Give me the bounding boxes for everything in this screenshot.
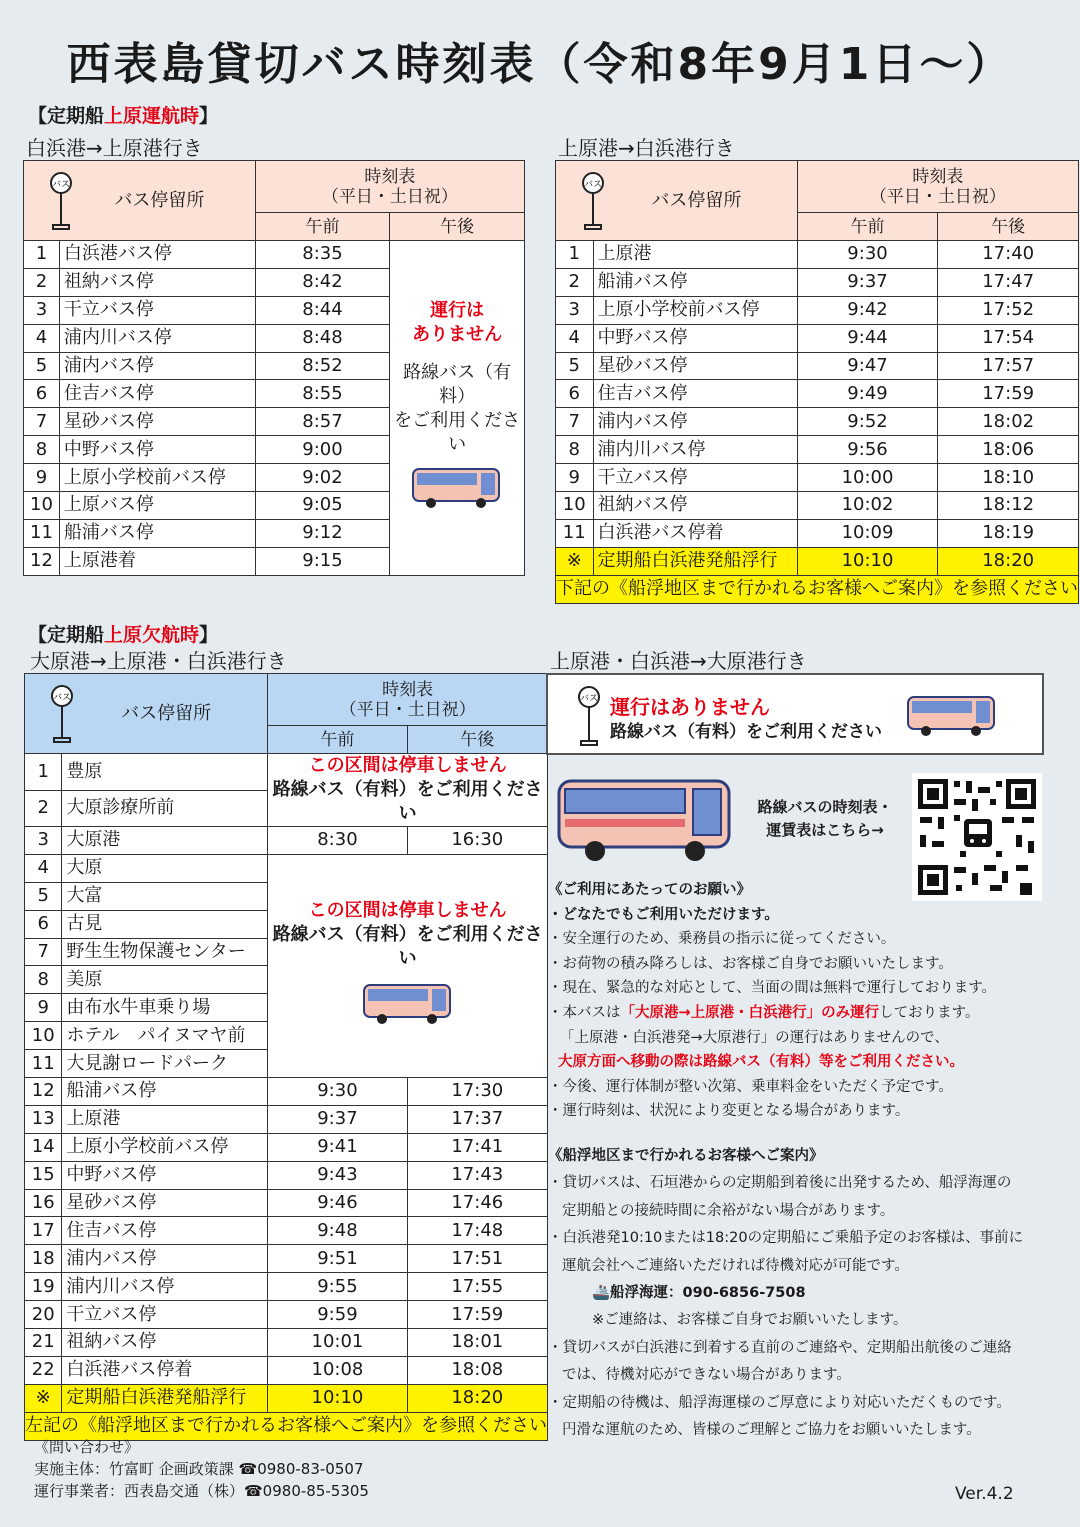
stop-name: 星砂バス停 <box>593 352 797 380</box>
timetable-header <box>797 161 1078 213</box>
am-time: 9:02 <box>255 464 389 492</box>
row-number: 9 <box>24 464 60 492</box>
notice-line: ・お荷物の積み降ろしは、お客様ご自身でお願いいたします。 <box>548 955 953 972</box>
qr-text-1: 路線バスの時刻表・ <box>757 798 893 816</box>
pm-time: 17:30 <box>407 1078 547 1106</box>
table-row <box>25 754 548 791</box>
pm-time: 17:54 <box>938 324 1079 352</box>
pm-time: 17:57 <box>938 352 1079 380</box>
note-row <box>556 575 1079 603</box>
timetable-label: 時刻表 <box>912 166 964 187</box>
row-number: 22 <box>25 1356 62 1384</box>
pm-time: 17:55 <box>407 1273 547 1301</box>
contact-line: 実施主体：竹富町 企画政策課 ☎0980-83-0507 <box>34 1460 364 1478</box>
row-number: 13 <box>25 1105 62 1133</box>
row-number: 1 <box>24 241 60 269</box>
table-row <box>25 1133 548 1161</box>
stop-name: ホテル パイヌマヤ前 <box>62 1022 268 1050</box>
days-label: （平日・土日祝） <box>869 186 1006 207</box>
stop-name: 上原バス停 <box>59 492 255 520</box>
stop-name: 船浦バス停 <box>62 1078 268 1106</box>
contact-info <box>34 1436 369 1502</box>
funauki-phone: 🚢船浮海運：090-6856-7508 <box>592 1285 806 1302</box>
pm-time: 18:01 <box>407 1329 547 1357</box>
table-row <box>25 1273 548 1301</box>
section-suffix: 】 <box>199 105 219 127</box>
stop-name: 古見 <box>62 910 268 938</box>
table-row <box>556 268 1079 296</box>
am-time: 9:46 <box>268 1189 407 1217</box>
section-prefix: 【定期船 <box>28 105 105 127</box>
no-service-text: 運行はありません <box>610 695 770 719</box>
row-number: 5 <box>24 352 60 380</box>
stop-name: 大原港 <box>62 827 268 855</box>
am-time: 9:05 <box>255 492 389 520</box>
bus-icon <box>411 493 503 514</box>
stop-header <box>556 161 798 241</box>
svg-text:バス: バス <box>52 693 72 703</box>
row-number: 2 <box>556 268 594 296</box>
am-time: 10:09 <box>797 519 938 547</box>
row-number: 1 <box>556 241 594 269</box>
row-number: 1 <box>25 754 62 791</box>
stop-name: 浦内川バス停 <box>62 1273 268 1301</box>
row-number: 10 <box>556 492 594 520</box>
pm-time: 17:37 <box>407 1105 547 1133</box>
stop-name: 祖納バス停 <box>59 268 255 296</box>
row-number: 4 <box>556 324 594 352</box>
route-bus-link-text <box>750 796 900 842</box>
row-number: 5 <box>556 352 594 380</box>
row-number: 18 <box>25 1245 62 1273</box>
am-time: 9:30 <box>268 1078 407 1106</box>
am-time: 8:57 <box>255 408 389 436</box>
table-row <box>25 1217 548 1245</box>
funauki-line: ・定期船の待機は、船浮海運様のご厚意により対応いただくものです。 <box>548 1394 1011 1411</box>
am-time: 10:08 <box>268 1356 407 1384</box>
pm-time: 18:02 <box>938 408 1079 436</box>
pm-time: 17:48 <box>407 1217 547 1245</box>
table-row <box>556 296 1079 324</box>
pm-time: 17:43 <box>407 1161 547 1189</box>
row-number: 5 <box>25 882 62 910</box>
funauki-line: ※ご連絡は、お客様ご自身でお願いいたします。 <box>592 1312 908 1329</box>
table-row <box>556 408 1079 436</box>
stop-name: 上原小学校前バス停 <box>59 464 255 492</box>
stop-name: 船浦バス停 <box>59 519 255 547</box>
row-number: 8 <box>556 436 594 464</box>
notice-heading: 《ご利用にあたってのお願い》 <box>548 882 751 898</box>
stop-name: 干立バス停 <box>593 464 797 492</box>
am-time: 10:02 <box>797 492 938 520</box>
table1-subtitle: 白浜港→上原港行き <box>26 136 203 160</box>
row-number: 11 <box>24 519 60 547</box>
bus-stop-icon <box>576 685 602 751</box>
funauki-line: ・貸切バスは、石垣港からの定期船到着後に出発するため、船浮海運の <box>548 1175 1012 1192</box>
table-row <box>556 464 1079 492</box>
stop-name: 野生生物保護センター <box>62 938 268 966</box>
am-time: 8:30 <box>268 827 407 855</box>
notice-line: ・今後、運行体制が整い次第、乗車料金をいただく予定です。 <box>548 1078 953 1095</box>
am-time: 9:41 <box>268 1133 407 1161</box>
notice-part: しております。 <box>879 1004 980 1021</box>
bus-stop-icon <box>580 171 606 236</box>
am-time: 9:37 <box>268 1105 407 1133</box>
timetable-label: 時刻表 <box>364 166 416 187</box>
row-number: 10 <box>25 1022 62 1050</box>
stop-name: 浦内川バス停 <box>59 324 255 352</box>
stop-name: 豊原 <box>62 754 268 791</box>
table-row <box>556 352 1079 380</box>
stop-name: 住吉バス停 <box>593 380 797 408</box>
stop-name: 上原小学校前バス停 <box>593 296 797 324</box>
funauki-notice <box>548 1143 1074 1444</box>
row-number: 12 <box>25 1078 62 1106</box>
stop-name: 祖納バス停 <box>62 1329 268 1357</box>
version-label: Ver.4.2 <box>955 1484 1014 1504</box>
no-stop-cell <box>268 754 548 827</box>
row-number: 12 <box>24 547 60 575</box>
pm-time: 17:51 <box>407 1245 547 1273</box>
pm-time: 17:46 <box>407 1189 547 1217</box>
am-time: 9:48 <box>268 1217 407 1245</box>
stop-name: 上原小学校前バス停 <box>62 1133 268 1161</box>
am-time: 9:55 <box>268 1273 407 1301</box>
days-label: （平日・土日祝） <box>321 186 458 207</box>
ship-row <box>25 1384 548 1412</box>
route-bus-text: 路線バス（有料）をご利用ください <box>610 722 882 742</box>
notice-part: ・本バスは <box>548 1004 621 1021</box>
page-title: 西表島貸切バス時刻表（令和8年9月1日～） <box>66 39 1014 90</box>
row-number: 2 <box>24 268 60 296</box>
row-number: 17 <box>25 1217 62 1245</box>
row-number: 9 <box>25 994 62 1022</box>
section-red: 上原運航時 <box>104 105 200 127</box>
funauki-line: 運航会社へご連絡いただければ待機対応が可能です。 <box>562 1257 909 1274</box>
am-time: 9:30 <box>797 241 938 269</box>
funauki-line: ・貸切バスが白浜港に到着する直前のご連絡や、定期船出航後のご連絡 <box>548 1339 1012 1356</box>
note-text: 左記の《船浮地区まで行かれるお客様へご案内》を参照ください <box>25 1412 548 1440</box>
funauki-line: ・白浜港発10:10または18:20の定期船にご乗船予定のお客様は、事前に <box>548 1230 1024 1247</box>
table-row <box>25 1329 548 1357</box>
row-number: 6 <box>25 910 62 938</box>
bus-stop-icon <box>49 684 75 749</box>
route-bus-text: をご利用ください <box>394 410 521 456</box>
stop-name: 大富 <box>62 882 268 910</box>
pm-time: 18:20 <box>407 1384 547 1412</box>
stop-name: 船浦バス停 <box>593 268 797 296</box>
stop-name: 星砂バス停 <box>59 408 255 436</box>
table-row <box>25 1301 548 1329</box>
table-row <box>25 1356 548 1384</box>
table-row <box>556 519 1079 547</box>
stop-header <box>25 674 268 754</box>
table3-subtitle: 大原港→上原港・白浜港行き <box>30 649 287 673</box>
stop-name: 浦内バス停 <box>593 408 797 436</box>
timetable-header <box>255 161 524 213</box>
notice-line: ・運行時刻は、状況により変更となる場合があります。 <box>548 1103 910 1120</box>
am-time: 10:10 <box>268 1384 407 1412</box>
am-time: 8:42 <box>255 268 389 296</box>
notice-line: ・現在、緊急的な対応として、当面の間は無料で運行しております。 <box>548 980 997 997</box>
am-time: 9:47 <box>797 352 938 380</box>
row-number: 8 <box>25 966 62 994</box>
stop-name: 定期船白浜港発船浮行 <box>62 1384 268 1412</box>
table-row <box>25 1078 548 1106</box>
stop-name: 上原港着 <box>59 547 255 575</box>
am-header: 午前 <box>797 213 938 241</box>
row-number: 3 <box>556 296 594 324</box>
table-row <box>25 1161 548 1189</box>
bus-illustration-icon <box>555 775 735 869</box>
am-time: 10:10 <box>797 547 938 575</box>
table-row <box>24 241 525 269</box>
days-label: （平日・土日祝） <box>339 699 476 720</box>
pm-time: 17:40 <box>938 241 1079 269</box>
stop-name: 中野バス停 <box>59 436 255 464</box>
table-row <box>25 854 548 882</box>
section-heading-uehara-operating <box>28 101 218 128</box>
bus-icon <box>362 1009 454 1030</box>
route-bus-text: 路線バス（有料）をご利用ください <box>272 779 543 824</box>
notice-line: 「上原港・白浜港発→大原港行」の運行はありませんので、 <box>560 1029 949 1046</box>
table-row <box>556 492 1079 520</box>
pm-time: 18:08 <box>407 1356 547 1384</box>
row-number: 10 <box>24 492 60 520</box>
row-number: 20 <box>25 1301 62 1329</box>
row-number: 2 <box>25 790 62 827</box>
am-time: 8:44 <box>255 296 389 324</box>
table-row <box>25 1189 548 1217</box>
timetable-oohara-to-uehara-shiramizu <box>24 673 548 1441</box>
pm-time: 17:41 <box>407 1133 547 1161</box>
stop-name: 定期船白浜港発船浮行 <box>593 547 797 575</box>
am-time: 8:48 <box>255 324 389 352</box>
row-number: ※ <box>25 1384 62 1412</box>
am-time: 8:55 <box>255 380 389 408</box>
route-bus-text: 路線バス（有料） <box>403 362 512 408</box>
contact-line: 運行事業者：西表島交通（株）☎0980-85-5305 <box>34 1482 369 1500</box>
pm-time: 18:12 <box>938 492 1079 520</box>
no-service-text: ありません <box>412 324 503 346</box>
stop-name: 白浜港バス停 <box>59 241 255 269</box>
stop-name: 中野バス停 <box>593 324 797 352</box>
pm-time: 17:59 <box>407 1301 547 1329</box>
stop-name: 浦内バス停 <box>59 352 255 380</box>
am-time: 9:42 <box>797 296 938 324</box>
row-number: 3 <box>24 296 60 324</box>
no-service-text: 運行は <box>430 300 485 322</box>
funauki-line: 定期船との接続時間に余裕がない場合があります。 <box>562 1202 895 1219</box>
no-service-box <box>546 673 1044 755</box>
stop-name: 浦内バス停 <box>62 1245 268 1273</box>
row-number: 9 <box>556 464 594 492</box>
row-number: 21 <box>25 1329 62 1357</box>
am-header: 午前 <box>255 213 389 241</box>
pm-time: 16:30 <box>407 827 547 855</box>
row-number: 6 <box>556 380 594 408</box>
stop-header-label: バス停留所 <box>121 702 212 724</box>
stop-header <box>24 161 256 241</box>
funauki-heading: 《船浮地区まで行かれるお客様へご案内》 <box>548 1148 824 1164</box>
notice-line: ・安全運行のため、乗務員の指示に従ってください。 <box>548 931 896 948</box>
stop-name: 星砂バス停 <box>62 1189 268 1217</box>
table-row <box>25 827 548 855</box>
no-stop-text: この区間は停車しません <box>308 900 507 922</box>
row-number: 19 <box>25 1273 62 1301</box>
timetable-label: 時刻表 <box>382 679 434 700</box>
section-red: 上原欠航時 <box>104 624 200 646</box>
notice-line-red: 大原方面へ移動の際は路線バス（有料）等をご利用ください。 <box>558 1054 964 1071</box>
contact-heading: 《問い合わせ》 <box>34 1438 140 1456</box>
row-number: 4 <box>24 324 60 352</box>
row-number: 14 <box>25 1133 62 1161</box>
funauki-line: では、待機対応ができない場合があります。 <box>562 1367 851 1384</box>
no-service-cell <box>390 241 525 576</box>
row-number: 7 <box>25 938 62 966</box>
svg-text:バス: バス <box>579 694 599 704</box>
pm-time: 18:19 <box>938 519 1079 547</box>
row-number: 4 <box>25 854 62 882</box>
stop-name: 干立バス停 <box>62 1301 268 1329</box>
stop-name: 白浜港バス停着 <box>62 1356 268 1384</box>
stop-name: 美原 <box>62 966 268 994</box>
row-number: ※ <box>556 547 594 575</box>
stop-name: 祖納バス停 <box>593 492 797 520</box>
stop-name: 干立バス停 <box>59 296 255 324</box>
stop-name: 大原 <box>62 854 268 882</box>
ship-row <box>556 547 1079 575</box>
am-time: 9:44 <box>797 324 938 352</box>
row-number: 7 <box>24 408 60 436</box>
stop-name: 浦内川バス停 <box>593 436 797 464</box>
row-number: 16 <box>25 1189 62 1217</box>
usage-notice <box>548 878 1068 1124</box>
route-bus-text: 路線バス（有料）をご利用ください <box>272 924 543 970</box>
bus-icon <box>906 693 998 741</box>
am-time: 9:52 <box>797 408 938 436</box>
pm-header: 午後 <box>407 726 547 754</box>
stop-name: 由布水牛車乗り場 <box>62 994 268 1022</box>
timetable-shiramizu-to-uehara <box>23 160 525 576</box>
notice-line <box>548 1001 1068 1026</box>
pm-time: 18:20 <box>938 547 1079 575</box>
timetable-uehara-to-shiramizu <box>555 160 1079 604</box>
pm-time: 18:10 <box>938 464 1079 492</box>
row-number: 6 <box>24 380 60 408</box>
bus-stop-icon <box>48 171 74 236</box>
section-suffix: 】 <box>199 624 219 646</box>
pm-time: 17:52 <box>938 296 1079 324</box>
am-time: 9:59 <box>268 1301 407 1329</box>
table-row <box>25 1105 548 1133</box>
am-time: 9:43 <box>268 1161 407 1189</box>
stop-name: 上原港 <box>62 1105 268 1133</box>
no-stop-cell <box>268 854 548 1077</box>
am-time: 9:12 <box>255 519 389 547</box>
am-header: 午前 <box>268 726 407 754</box>
row-number: 7 <box>556 408 594 436</box>
stop-name: 上原港 <box>593 241 797 269</box>
row-number: 15 <box>25 1161 62 1189</box>
am-time: 8:35 <box>255 241 389 269</box>
note-text: 下記の《船浮地区まで行かれるお客様へご案内》を参照ください <box>556 575 1079 603</box>
section-heading-uehara-cancelled <box>28 620 218 647</box>
row-number: 8 <box>24 436 60 464</box>
am-time: 9:15 <box>255 547 389 575</box>
pm-time: 18:06 <box>938 436 1079 464</box>
stop-name: 住吉バス停 <box>62 1217 268 1245</box>
stop-name: 中野バス停 <box>62 1161 268 1189</box>
am-time: 10:00 <box>797 464 938 492</box>
timetable-header <box>268 674 548 726</box>
qr-text-2: 運賃表はこちら→ <box>766 821 884 839</box>
stop-name: 白浜港バス停着 <box>593 519 797 547</box>
table-row <box>556 324 1079 352</box>
pm-header: 午後 <box>938 213 1079 241</box>
am-time: 8:52 <box>255 352 389 380</box>
table-row <box>556 241 1079 269</box>
stop-name: 住吉バス停 <box>59 380 255 408</box>
svg-text:バス: バス <box>583 180 603 190</box>
table-row <box>556 380 1079 408</box>
am-time: 10:01 <box>268 1329 407 1357</box>
pm-time: 17:59 <box>938 380 1079 408</box>
pm-time: 17:47 <box>938 268 1079 296</box>
stop-header-label: バス停留所 <box>114 189 205 211</box>
table-row <box>25 1245 548 1273</box>
row-number: 3 <box>25 827 62 855</box>
am-time: 9:56 <box>797 436 938 464</box>
stop-header-label: バス停留所 <box>651 189 742 211</box>
notice-line: ・どなたでもご利用いただけます。 <box>548 906 779 923</box>
table2-subtitle: 上原港→白浜港行き <box>558 136 735 160</box>
row-number: 11 <box>25 1050 62 1078</box>
am-time: 9:51 <box>268 1245 407 1273</box>
stop-name: 大見謝ロードパーク <box>62 1050 268 1078</box>
funauki-line: 円滑な運航のため、皆様のご理解とご協力をお願いいたします。 <box>562 1422 981 1439</box>
am-time: 9:37 <box>797 268 938 296</box>
no-stop-text: この区間は停車しません <box>308 755 507 776</box>
section-prefix: 【定期船 <box>28 624 105 646</box>
notice-part-red: 「大原港→上原港・白浜港行」のみ運行 <box>620 1004 880 1021</box>
pm-header: 午後 <box>390 213 525 241</box>
am-time: 9:49 <box>797 380 938 408</box>
table-row <box>556 436 1079 464</box>
table4-subtitle: 上原港・白浜港→大原港行き <box>550 649 807 673</box>
svg-text:バス: バス <box>51 180 71 190</box>
row-number: 11 <box>556 519 594 547</box>
am-time: 9:00 <box>255 436 389 464</box>
stop-name: 大原診療所前 <box>62 790 268 827</box>
